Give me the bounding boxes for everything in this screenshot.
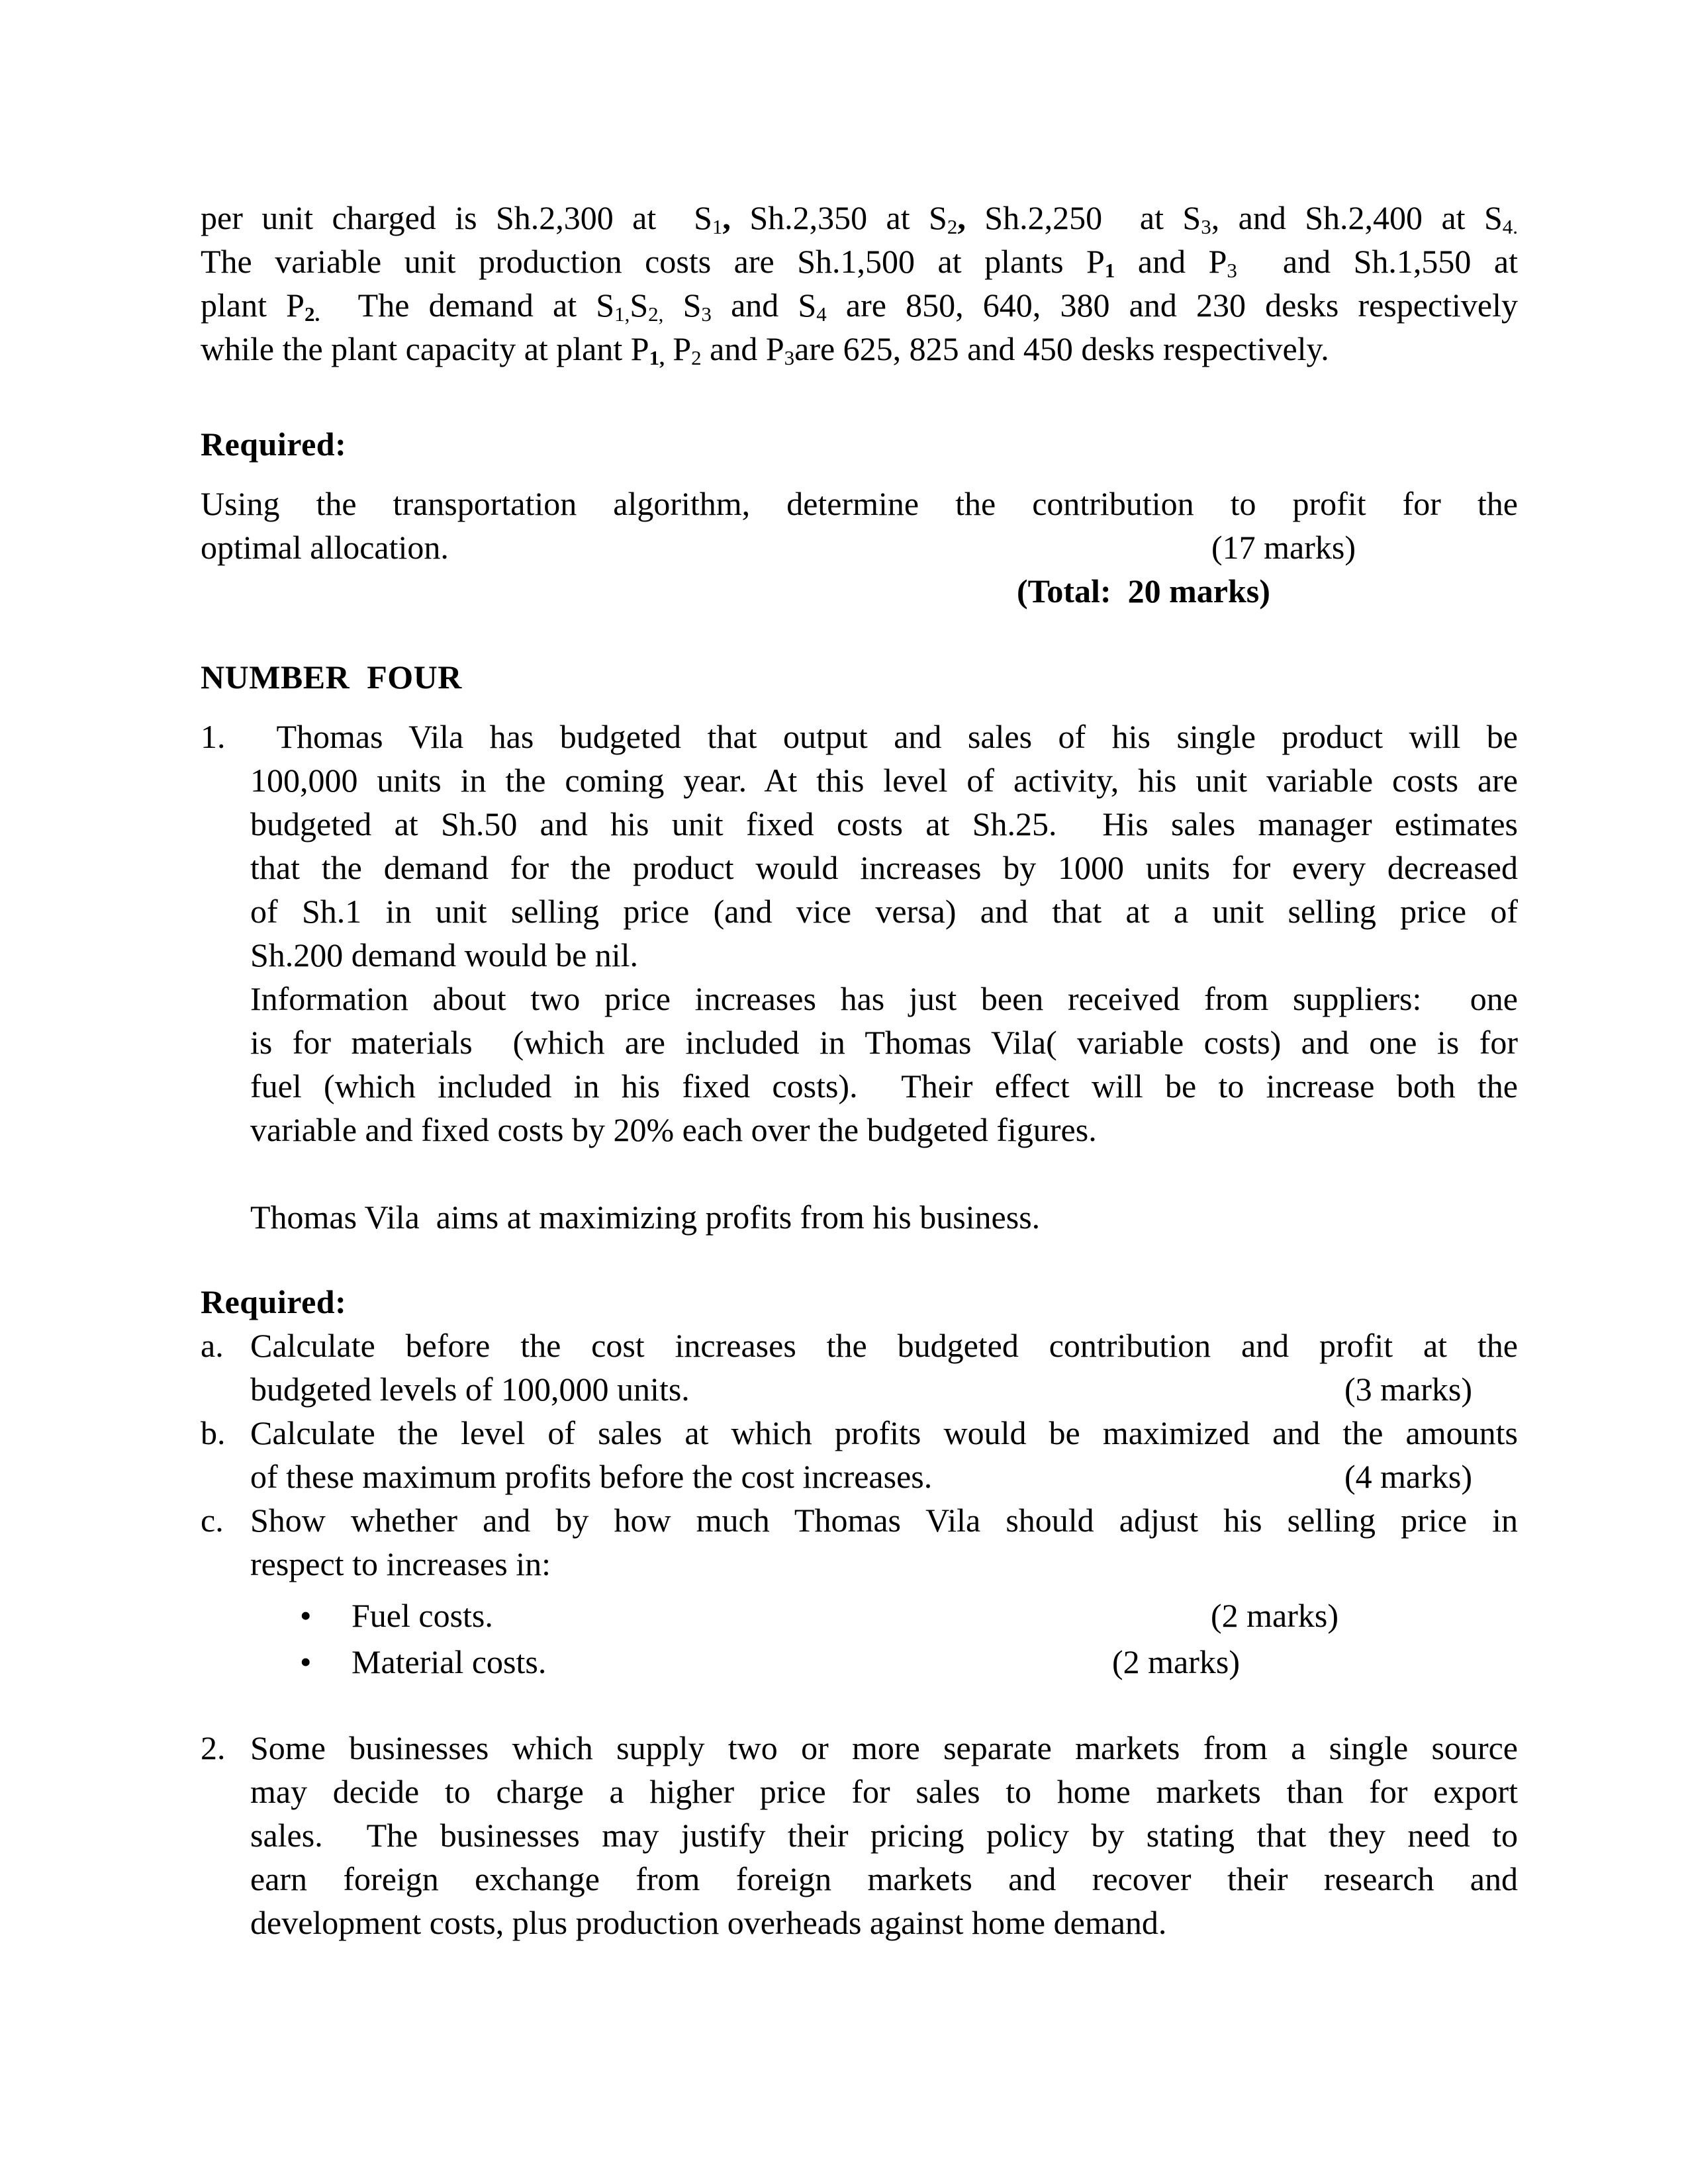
text-segment: Information about two price increases has just been received from suppliers: one (250, 980, 1518, 1017)
text-segment: are 850, 640, 380 and 230 desks respectively (826, 287, 1519, 324)
bullet-text: Material costs. (352, 1643, 547, 1680)
text-line (201, 569, 1518, 613)
text-line (250, 1542, 1518, 1586)
text-line (250, 977, 1518, 1021)
subscript-text: 3 (1201, 214, 1211, 238)
bullet-text: Fuel costs. (352, 1597, 493, 1634)
text-line (250, 1813, 1518, 1857)
subscript-text: 2 (691, 345, 702, 369)
bullet-fuel-costs (300, 1592, 1518, 1639)
text-segment: that the demand for the product would increases by 1000 units for every decreased (250, 849, 1518, 886)
marks-label: (4 marks) (1344, 1458, 1472, 1495)
required-heading-1: Required: (201, 426, 347, 463)
subscript-text: 4 (816, 302, 827, 326)
required-item-b (201, 1411, 1518, 1498)
list-item-text (250, 1324, 1518, 1411)
text-segment: Sh.2,350 at S (730, 199, 947, 236)
list-marker: c. (201, 1502, 224, 1539)
text-segment: Using the transportation algorithm, determine the contribution to profit for the (201, 485, 1518, 522)
text-segment: of Sh.1 in unit selling price (and vice versa) and that at a unit selling price of (250, 893, 1518, 930)
text-segment: earn foreign exchange from foreign markets and recover their research and (250, 1860, 1518, 1897)
required-item-c (201, 1498, 1518, 1586)
text-segment: S (663, 287, 702, 324)
text-segment: 100,000 units in the coming year. At this level of activity, his unit variable costs are (250, 762, 1518, 799)
list-marker: b. (201, 1414, 226, 1451)
text-segment: and S (711, 287, 817, 324)
text-line (250, 1367, 1518, 1411)
list-item-text (250, 1498, 1518, 1586)
document-content (201, 196, 1518, 1944)
text-segment: and P (701, 330, 784, 367)
marks-label: (2 marks) (1211, 1597, 1338, 1634)
bullet-material-costs (300, 1639, 1518, 1685)
list-marker: a. (201, 1327, 224, 1364)
subscript-text: 2. (304, 302, 320, 326)
text-line (250, 758, 1518, 802)
list-item-text (250, 715, 1518, 1239)
list-item-text (250, 1726, 1518, 1944)
required-heading-2: Required: (201, 1283, 347, 1320)
text-segment: Thomas Vila aims at maximizing profits from his business. (250, 1199, 1041, 1236)
text-segment: , (957, 199, 966, 236)
question-item-2 (201, 1726, 1518, 1944)
text-segment: Some businesses which supply two or more separate markets from a single source (250, 1729, 1518, 1766)
text-segment: is for materials (which are included in Thomas Vila( variable costs) and one is for (250, 1024, 1518, 1061)
text-line (250, 1770, 1518, 1813)
text-segment: plant P (201, 287, 305, 324)
text-line (250, 1021, 1518, 1064)
bullet-icon: • (300, 1597, 312, 1634)
text-segment: sales. The businesses may justify their pricing policy by stating that they need to (250, 1817, 1518, 1854)
marks-label: (2 marks) (1112, 1643, 1240, 1680)
text-line (250, 1498, 1518, 1542)
text-segment: respect to increases in: (250, 1545, 551, 1582)
text-line (250, 1411, 1518, 1455)
text-line (250, 846, 1518, 889)
text-line (250, 933, 1518, 977)
text-segment: S (630, 287, 649, 324)
text-segment: of these maximum profits before the cost increases. (250, 1458, 933, 1495)
text-segment: fuel (which included in his fixed costs). Their effect will be to increase both the (250, 1068, 1518, 1105)
text-segment: (Total: 20 marks) (1017, 572, 1270, 610)
text-segment: Show whether and by how much Thomas Vila should adjust his selling price in (250, 1502, 1518, 1539)
text-line (201, 240, 1518, 283)
subscript-text: 3 (784, 345, 795, 369)
text-line (250, 1324, 1518, 1367)
text-segment: The variable unit production costs are Sh.1,500 at plants P (201, 243, 1105, 280)
text-segment: Calculate before the cost increases the budgeted contribution and profit at the (250, 1327, 1518, 1364)
text-segment: Calculate the level of sales at which profits would be maximized and the amounts (250, 1414, 1518, 1451)
text-segment: development costs, plus production overheads against home demand. (250, 1904, 1167, 1941)
subscript-text: 2, (648, 302, 664, 326)
list-item-text (250, 1411, 1518, 1498)
list-marker: 2. (201, 1729, 226, 1766)
text-line (250, 1064, 1518, 1108)
text-line (250, 1195, 1518, 1239)
text-segment: may decide to charge a higher price for sales to home markets than for export (250, 1773, 1518, 1810)
text-segment: variable and fixed costs by 20% each over the budgeted figures. (250, 1111, 1097, 1148)
text-segment: Sh.200 demand would be nil. (250, 936, 639, 974)
text-segment: and Sh.1,550 at (1237, 243, 1518, 280)
intro-paragraph (201, 196, 1518, 371)
subscript-text: 1 (712, 214, 723, 238)
text-segment: are 625, 825 and 450 desks respectively. (794, 330, 1329, 367)
text-segment: , and Sh.2,400 at S (1211, 199, 1503, 236)
text-line (250, 889, 1518, 933)
transportation-task-paragraph (201, 482, 1518, 613)
text-segment: and P (1115, 243, 1227, 280)
subscript-text: 3 (701, 302, 712, 326)
text-line (250, 1726, 1518, 1770)
subscript-text: 1 (1104, 258, 1115, 282)
text-segment: , (722, 199, 731, 236)
text-segment: per unit charged is Sh.2,300 at S (201, 199, 712, 236)
text-line (250, 802, 1518, 846)
subscript-text: 2 (947, 214, 958, 238)
text-line (201, 283, 1518, 327)
text-line (201, 327, 1518, 371)
marks-label: (3 marks) (1344, 1371, 1472, 1408)
text-line (250, 1152, 1518, 1195)
text-line (250, 715, 1518, 758)
text-line (250, 1455, 1518, 1498)
text-segment: P (664, 330, 692, 367)
question-item-1 (201, 715, 1518, 1239)
text-line (201, 482, 1518, 525)
subscript-text: 1, (614, 302, 630, 326)
text-segment: The demand at S (320, 287, 615, 324)
marks-label: (17 marks) (1211, 529, 1356, 566)
text-segment: optimal allocation. (201, 529, 449, 566)
required-item-a (201, 1324, 1518, 1411)
subscript-text: 4. (1502, 214, 1519, 238)
number-four-heading: NUMBER FOUR (201, 659, 462, 696)
text-line (250, 1901, 1518, 1944)
bullet-icon: • (300, 1643, 312, 1680)
text-line (201, 525, 1518, 569)
text-line (201, 196, 1518, 240)
text-segment: Sh.2,250 at S (965, 199, 1201, 236)
text-segment: budgeted levels of 100,000 units. (250, 1371, 690, 1408)
text-line (250, 1108, 1518, 1152)
subscript-text: 1, (649, 345, 665, 369)
text-segment: budgeted at Sh.50 and his unit fixed costs at Sh.25. His sales manager estimates (250, 805, 1518, 842)
text-segment: while the plant capacity at plant P (201, 330, 649, 367)
text-line (250, 1857, 1518, 1901)
text-segment: Thomas Vila has budgeted that output and sales of his single product will be (250, 718, 1518, 755)
subscript-text: 3 (1227, 258, 1237, 282)
list-marker: 1. (201, 718, 226, 755)
